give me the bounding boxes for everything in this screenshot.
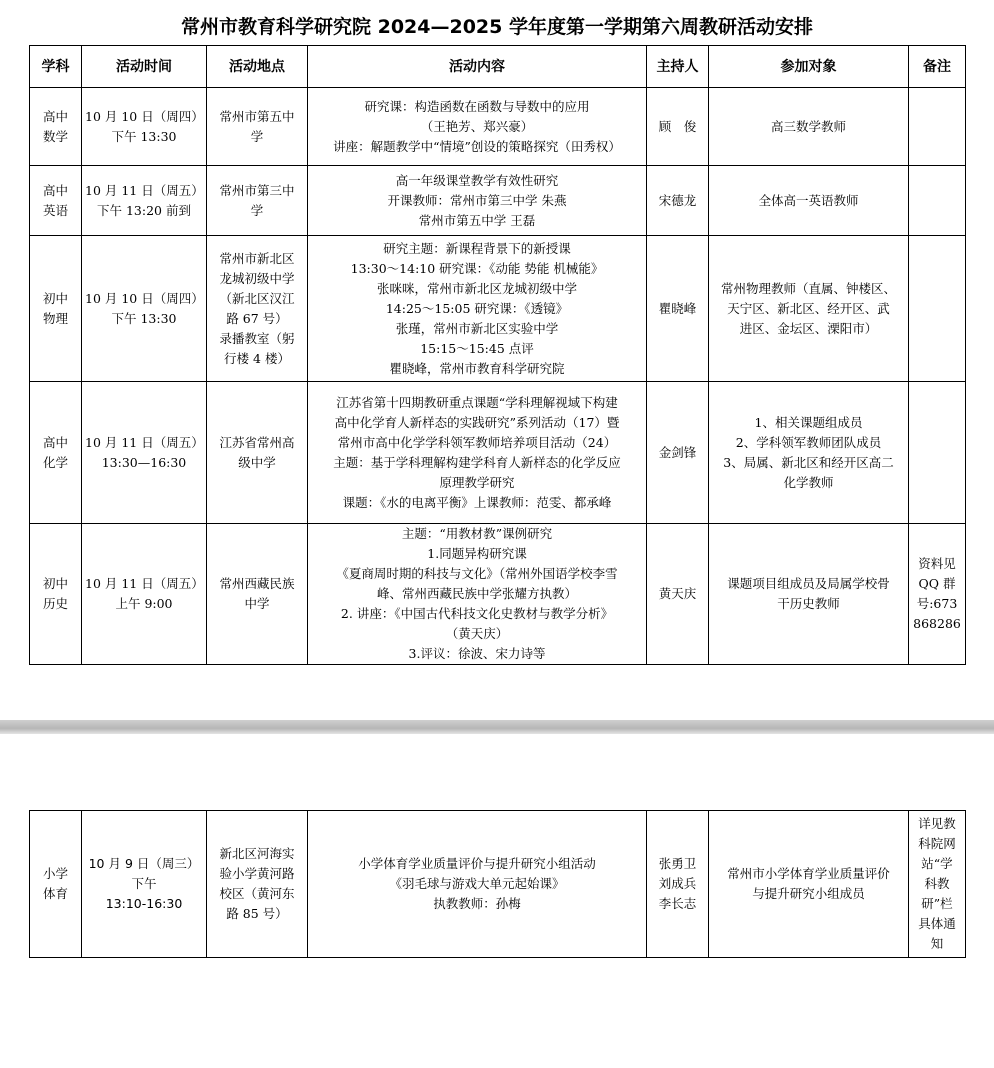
place-cell: [207, 88, 308, 166]
cell-line: 下午 13:30: [111, 310, 177, 326]
cell-line: 小学: [42, 866, 68, 881]
cell-line: 物理: [42, 310, 68, 326]
cell-line: 学: [250, 128, 264, 144]
audience-cell: [709, 236, 909, 382]
cell-line: 英语: [42, 202, 68, 218]
subject-cell: [30, 524, 82, 665]
cell-line: 初中: [42, 576, 68, 591]
table-row: [30, 811, 966, 958]
cell-line: 路 85 号）: [226, 906, 288, 921]
header-cell: 活动内容: [308, 46, 647, 88]
cell-line: 江苏省第十四期教研重点课题“学科理解视域下构建: [336, 394, 618, 410]
cell-line: 瞿晓峰，常州市教育科学研究院: [389, 360, 565, 376]
cell-line: 10 月 11 日（周五）: [85, 434, 204, 450]
cell-line: 全体高一英语教师: [758, 192, 859, 208]
cell-line: 历史: [42, 596, 68, 611]
place-cell: [207, 166, 308, 236]
cell-line: 路 67 号）: [226, 310, 288, 326]
cell-line: 化学教师: [783, 474, 834, 490]
cell-line: 课题：《水的电离平衡》上课教师：范雯、都承峰: [342, 494, 612, 510]
cell-line: 执教教师：孙梅: [433, 896, 521, 911]
cell-line: QQ 群: [918, 576, 956, 591]
cell-line: 1.同题异构研究课: [427, 546, 527, 561]
table-row: [30, 524, 966, 665]
time-cell: [82, 166, 207, 236]
cell-line: 瞿晓峰: [658, 300, 697, 316]
cell-line: 高中化学育人新样态的实践研究”系列活动（17）暨: [334, 414, 620, 430]
content-cell: [308, 524, 647, 665]
note-cell: [909, 166, 966, 236]
time-cell: [82, 811, 207, 958]
cell-line: 科教: [924, 876, 950, 891]
header-cell: 活动时间: [82, 46, 207, 88]
cell-line: 张瑾，常州市新北区实验中学: [395, 320, 559, 336]
audience-cell: [709, 88, 909, 166]
cell-line: 10 月 10 日（周四）: [85, 108, 204, 124]
cell-line: 15:15～15:45 点评: [420, 340, 534, 356]
cell-line: 《羽毛球与游戏大单元起始课》: [389, 876, 565, 891]
cell-line: 高三数学教师: [770, 118, 846, 134]
cell-line: 常州市高中化学学科领军教师培养项目活动（24）: [337, 434, 617, 450]
host-cell: [647, 236, 709, 382]
content-cell: [308, 166, 647, 236]
place-cell: [207, 524, 308, 665]
cell-line: 主题：基于学科理解构建学科育人新样态的化学反应: [333, 454, 621, 470]
table-row: [30, 236, 966, 382]
content-cell: [308, 382, 647, 524]
cell-line: 上午 9:00: [115, 596, 173, 611]
cell-line: 张勇卫: [658, 856, 697, 871]
cell-line: 2、学科领军教师团队成员: [735, 434, 882, 450]
content-cell: [308, 88, 647, 166]
cell-line: 号:673: [916, 596, 958, 611]
note-cell: [909, 811, 966, 958]
host-cell: [647, 382, 709, 524]
cell-line: （王艳芳、郑兴豪）: [420, 118, 534, 134]
cell-line: 校区（黄河东: [219, 886, 295, 901]
table-row: [30, 166, 966, 236]
place-cell: [207, 236, 308, 382]
cell-line: 化学: [42, 454, 68, 470]
subject-cell: [30, 236, 82, 382]
cell-line: 下午 13:30: [111, 128, 177, 144]
note-cell: [909, 524, 966, 665]
cell-line: 与提升研究小组成员: [752, 886, 865, 901]
time-cell: [82, 382, 207, 524]
cell-line: 知: [930, 936, 944, 951]
header-cell: 参加对象: [709, 46, 909, 88]
header-row: [30, 46, 966, 88]
cell-line: 进区、金坛区、溧阳市）: [739, 320, 878, 336]
time-cell: [82, 88, 207, 166]
cell-line: 2. 讲座：《中国古代科技文化史教材与教学分析》: [340, 606, 614, 621]
header-cell: 主持人: [647, 46, 709, 88]
note-cell: [909, 382, 966, 524]
cell-line: 主题：“用教材教”课例研究: [401, 526, 553, 541]
cell-line: 金剑锋: [658, 444, 697, 460]
cell-line: 13:30～14:10 研究课：《动能 势能 机械能》: [350, 260, 604, 276]
host-cell: [647, 166, 709, 236]
cell-line: 行楼 4 楼）: [224, 350, 290, 366]
cell-line: 研究课：构造函数在函数与导数中的应用: [364, 98, 590, 114]
subject-cell: [30, 382, 82, 524]
cell-line: 顾 俊: [658, 118, 697, 134]
header-cell: 学科: [30, 46, 82, 88]
cell-line: 研”栏: [921, 896, 953, 911]
cell-line: 数学: [42, 128, 68, 144]
cell-line: 868286: [913, 616, 961, 631]
cell-line: 具体通: [918, 916, 956, 931]
cell-line: 13:10-16:30: [105, 896, 183, 911]
time-cell: [82, 524, 207, 665]
table-row: [30, 382, 966, 524]
schedule-table-continued: [29, 810, 966, 958]
note-cell: [909, 88, 966, 166]
cell-line: 学: [250, 202, 264, 218]
time-cell: [82, 236, 207, 382]
table-row: [30, 88, 966, 166]
cell-line: 录播教室（躬: [219, 330, 295, 346]
cell-line: 课题项目组成员及局属学校骨: [727, 576, 890, 591]
cell-line: 10 月 11 日（周五）: [85, 182, 204, 198]
cell-line: 高中: [42, 434, 68, 450]
cell-line: 龙城初级中学: [219, 270, 295, 286]
cell-line: 中学: [244, 596, 270, 611]
cell-line: 小学体育学业质量评价与提升研究小组活动: [358, 856, 596, 871]
subject-cell: [30, 88, 82, 166]
host-cell: [647, 811, 709, 958]
cell-line: （黄天庆）: [445, 626, 509, 641]
content-cell: [308, 236, 647, 382]
host-cell: [647, 88, 709, 166]
header-cell: 活动地点: [207, 46, 308, 88]
cell-line: 新北区河海实: [219, 846, 295, 861]
cell-line: 《夏商周时期的科技与文化》（常州外国语学校李雪: [336, 566, 618, 581]
cell-line: 3、局属、新北区和经开区高二: [723, 454, 894, 470]
place-cell: [207, 811, 308, 958]
content-cell: [308, 811, 647, 958]
cell-line: 科院网: [918, 836, 956, 851]
cell-line: 下午 13:20 前到: [97, 202, 191, 218]
cell-line: 峰、常州西藏民族中学张耀方执教）: [376, 586, 577, 601]
schedule-table: [29, 45, 966, 665]
cell-line: 讲座：解题教学中“情境”创设的策略探究（田秀权）: [333, 138, 621, 154]
cell-line: 10 月 11 日（周五）: [85, 576, 204, 591]
cell-line: 天宁区、新北区、经开区、武: [727, 300, 890, 316]
cell-line: 常州市第五中学 王磊: [418, 212, 536, 228]
cell-line: 原理教学研究: [439, 474, 515, 490]
cell-line: 验小学黄河路: [219, 866, 295, 881]
audience-cell: [709, 166, 909, 236]
audience-cell: [709, 382, 909, 524]
cell-line: 开课教师：常州市第三中学 朱燕: [387, 192, 567, 208]
cell-line: 高中: [42, 182, 68, 198]
cell-line: 站“学: [921, 856, 953, 871]
cell-line: 干历史教师: [777, 596, 840, 611]
cell-line: 常州市第五中: [219, 108, 295, 124]
place-cell: [207, 382, 308, 524]
page-title: 常州市教育科学研究院 2024—2025 学年度第一学期第六周教研活动安排: [181, 16, 813, 38]
subject-cell: [30, 811, 82, 958]
cell-line: 高一年级课堂教学有效性研究: [395, 172, 559, 188]
header-cell: 备注: [909, 46, 966, 88]
audience-cell: [709, 811, 909, 958]
cell-line: 张咪咪，常州市新北区龙城初级中学: [376, 280, 577, 296]
cell-line: 下午: [131, 876, 157, 891]
cell-line: 刘成兵: [658, 876, 697, 891]
cell-line: 高中: [42, 108, 68, 124]
cell-line: 体育: [42, 886, 68, 901]
subject-cell: [30, 166, 82, 236]
cell-line: 常州市新北区: [219, 250, 295, 266]
cell-line: 10 月 10 日（周四）: [85, 290, 204, 306]
cell-line: 江苏省常州高: [219, 434, 295, 450]
cell-line: 宋德龙: [658, 192, 697, 208]
cell-line: 黄天庆: [658, 586, 697, 601]
cell-line: （新北区汉江: [219, 290, 295, 306]
cell-line: 常州西藏民族: [219, 576, 295, 591]
note-cell: [909, 236, 966, 382]
cell-line: 常州市小学体育学业质量评价: [727, 866, 890, 881]
cell-line: 资料见: [918, 556, 956, 571]
cell-line: 研究主题：新课程背景下的新授课: [383, 240, 571, 256]
cell-line: 13:30—16:30: [101, 454, 187, 470]
cell-line: 详见教: [918, 816, 956, 831]
cell-line: 李长志: [658, 896, 697, 911]
cell-line: 级中学: [238, 454, 276, 470]
host-cell: [647, 524, 709, 665]
cell-line: 初中: [42, 290, 68, 306]
audience-cell: [709, 524, 909, 665]
cell-line: 常州市第三中: [219, 182, 295, 198]
cell-line: 1、相关课题组成员: [754, 414, 863, 430]
cell-line: 3.评议：徐波、宋力诗等: [408, 646, 546, 661]
cell-line: 14:25～15:05 研究课：《透镜》: [385, 300, 569, 316]
cell-line: 常州物理教师（直属、钟楼区、: [720, 280, 896, 296]
cell-line: 10 月 9 日（周三）: [88, 856, 200, 871]
page-break-divider: [0, 720, 994, 734]
